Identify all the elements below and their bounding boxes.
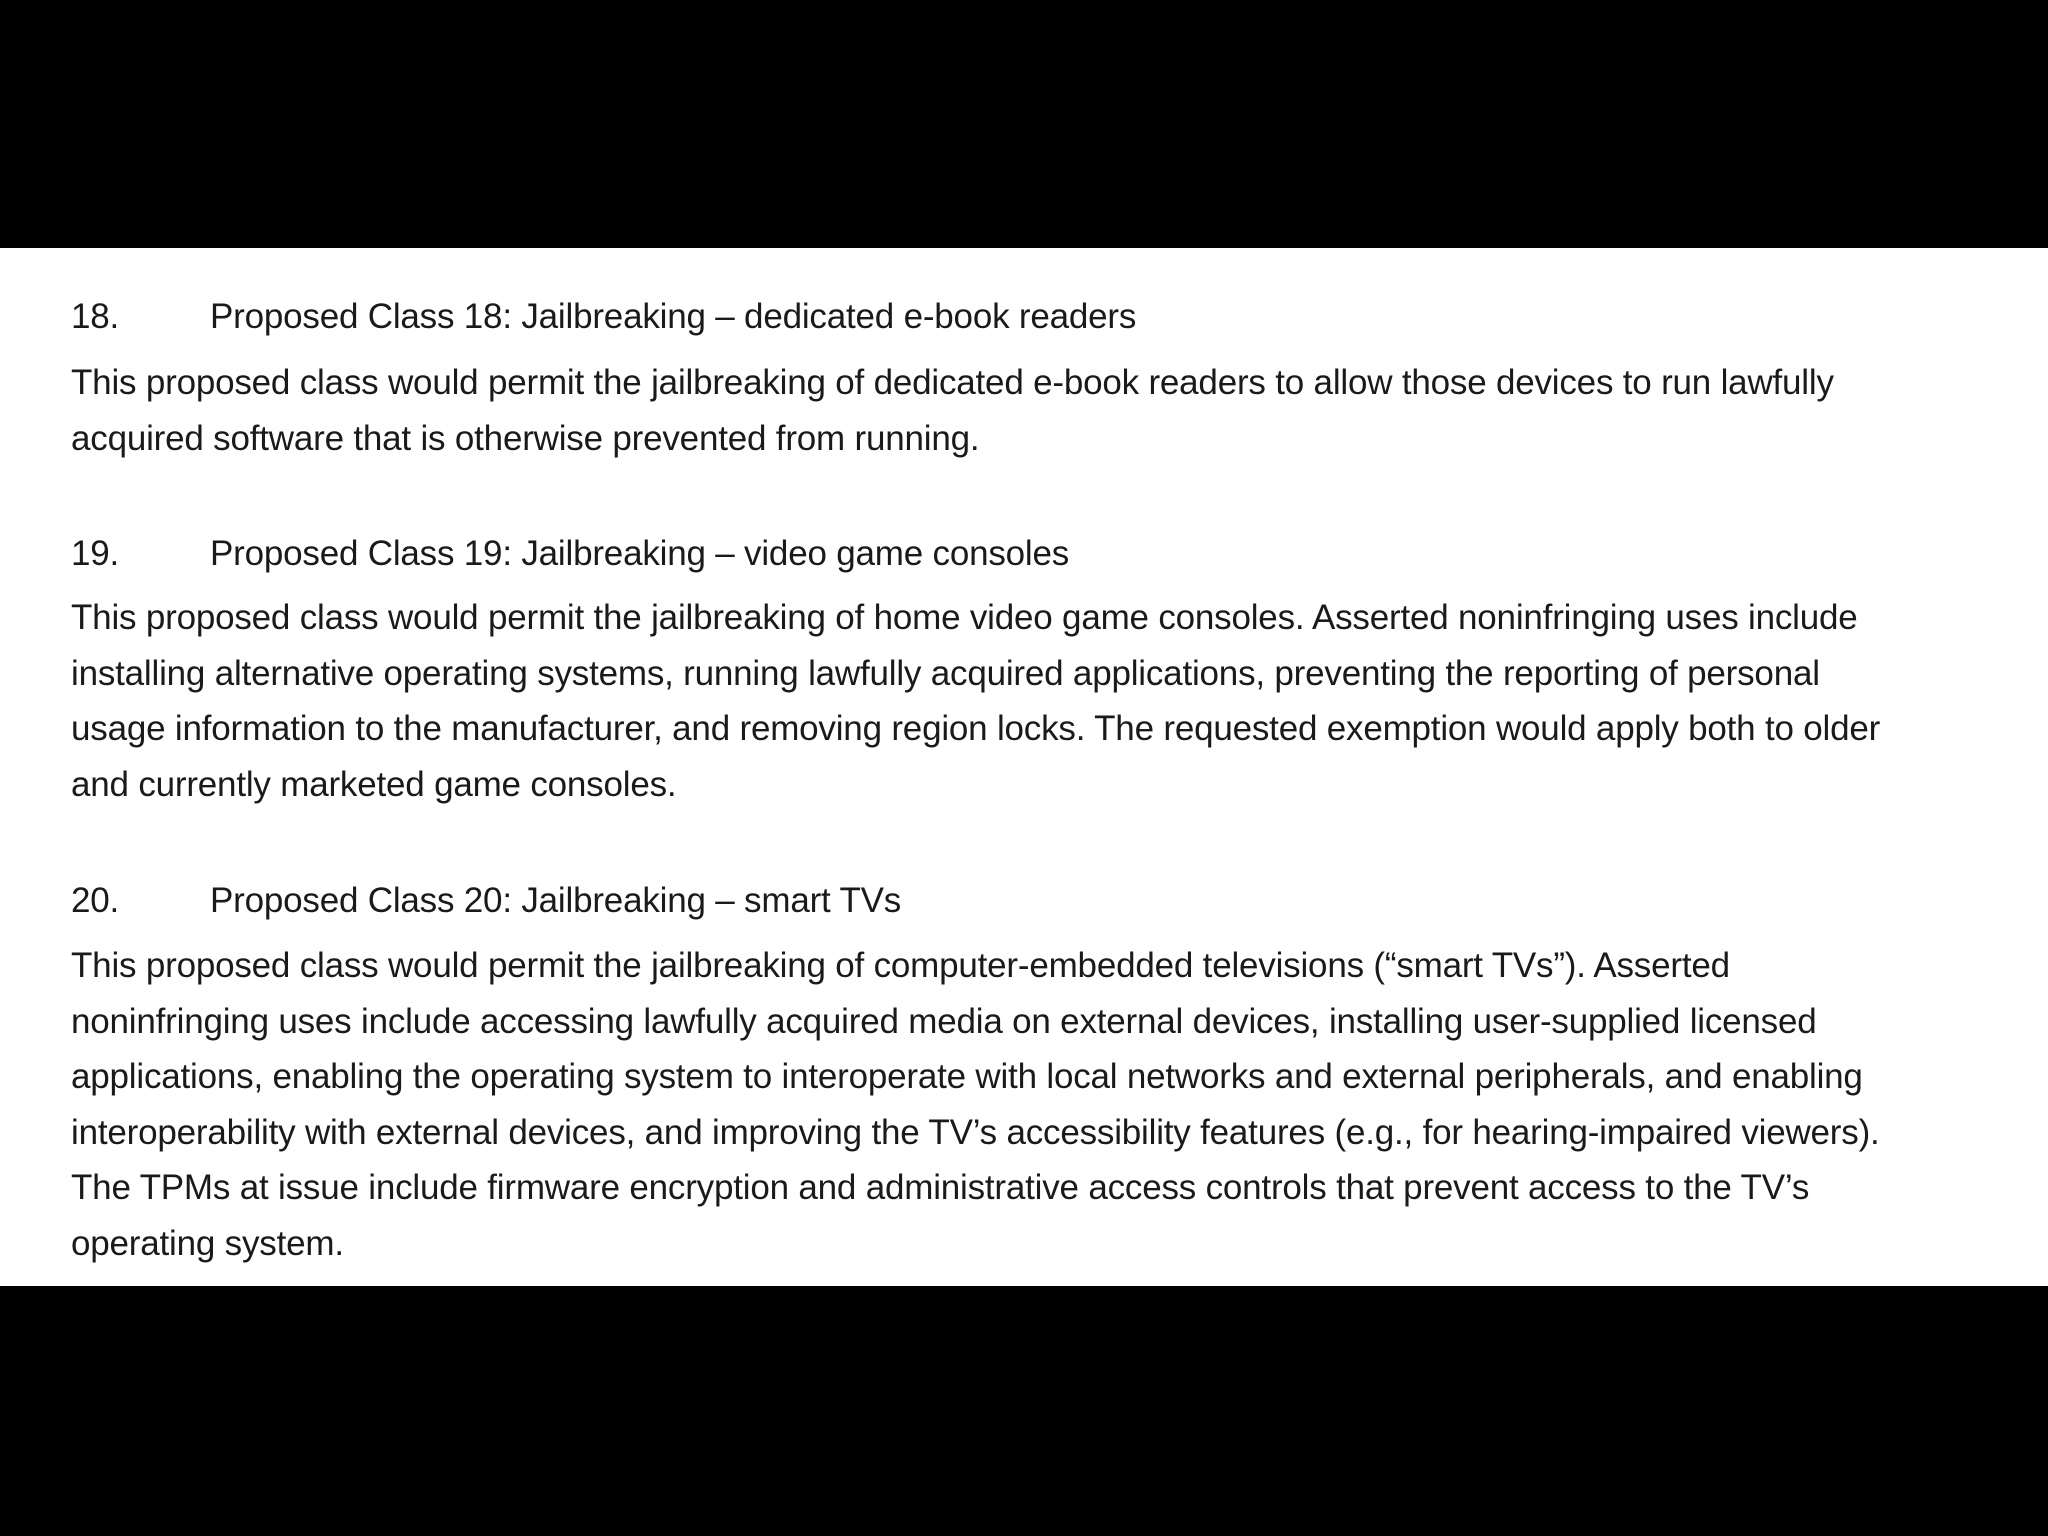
document-page: [0, 248, 2048, 1286]
body-line: applications, enabling the operating system to interoperate with local networks and external peripherals, and enabling: [71, 1057, 1863, 1096]
body-line: This proposed class would permit the jailbreaking of dedicated e-book readers to allow those devices to run lawfully: [71, 363, 1834, 402]
section-body-20: [71, 938, 2011, 1271]
body-line: interoperability with external devices, and improving the TV’s accessibility features (e.g., for hearing-impaired viewers).: [71, 1112, 1880, 1152]
section-title: Proposed Class 19: Jailbreaking – video game consoles: [210, 534, 1070, 573]
body-line: noninfringing uses include accessing lawfully acquired media on external devices, installing user-supplied licensed: [71, 1001, 1817, 1041]
section-number: 18.: [71, 297, 120, 336]
section-title: Proposed Class 20: Jailbreaking – smart TVs: [210, 881, 902, 920]
body-line: operating system.: [71, 1223, 344, 1263]
body-line: installing alternative operating systems, running lawfully acquired applications, preventing the reporting of personal: [71, 653, 1820, 693]
section-title: Proposed Class 18: Jailbreaking – dedicated e-book readers: [210, 297, 1137, 336]
body-line: This proposed class would permit the jailbreaking of home video game consoles. Asserted noninfringing uses include: [71, 598, 1858, 637]
body-line: This proposed class would permit the jailbreaking of computer-embedded televisions (“smart TVs”). Asserted: [71, 946, 1730, 985]
section-body-18: [71, 355, 2011, 466]
body-line: and currently marketed game consoles.: [71, 764, 677, 804]
body-line: usage information to the manufacturer, and removing region locks. The requested exemption would apply both to older: [71, 709, 1881, 748]
section-number: 20.: [71, 881, 120, 920]
body-line: The TPMs at issue include firmware encryption and administrative access controls that prevent access to the TV’s: [71, 1168, 1810, 1207]
section-number: 19.: [71, 534, 120, 573]
section-body-19: [71, 590, 2011, 812]
body-line: acquired software that is otherwise prevented from running.: [71, 418, 980, 458]
